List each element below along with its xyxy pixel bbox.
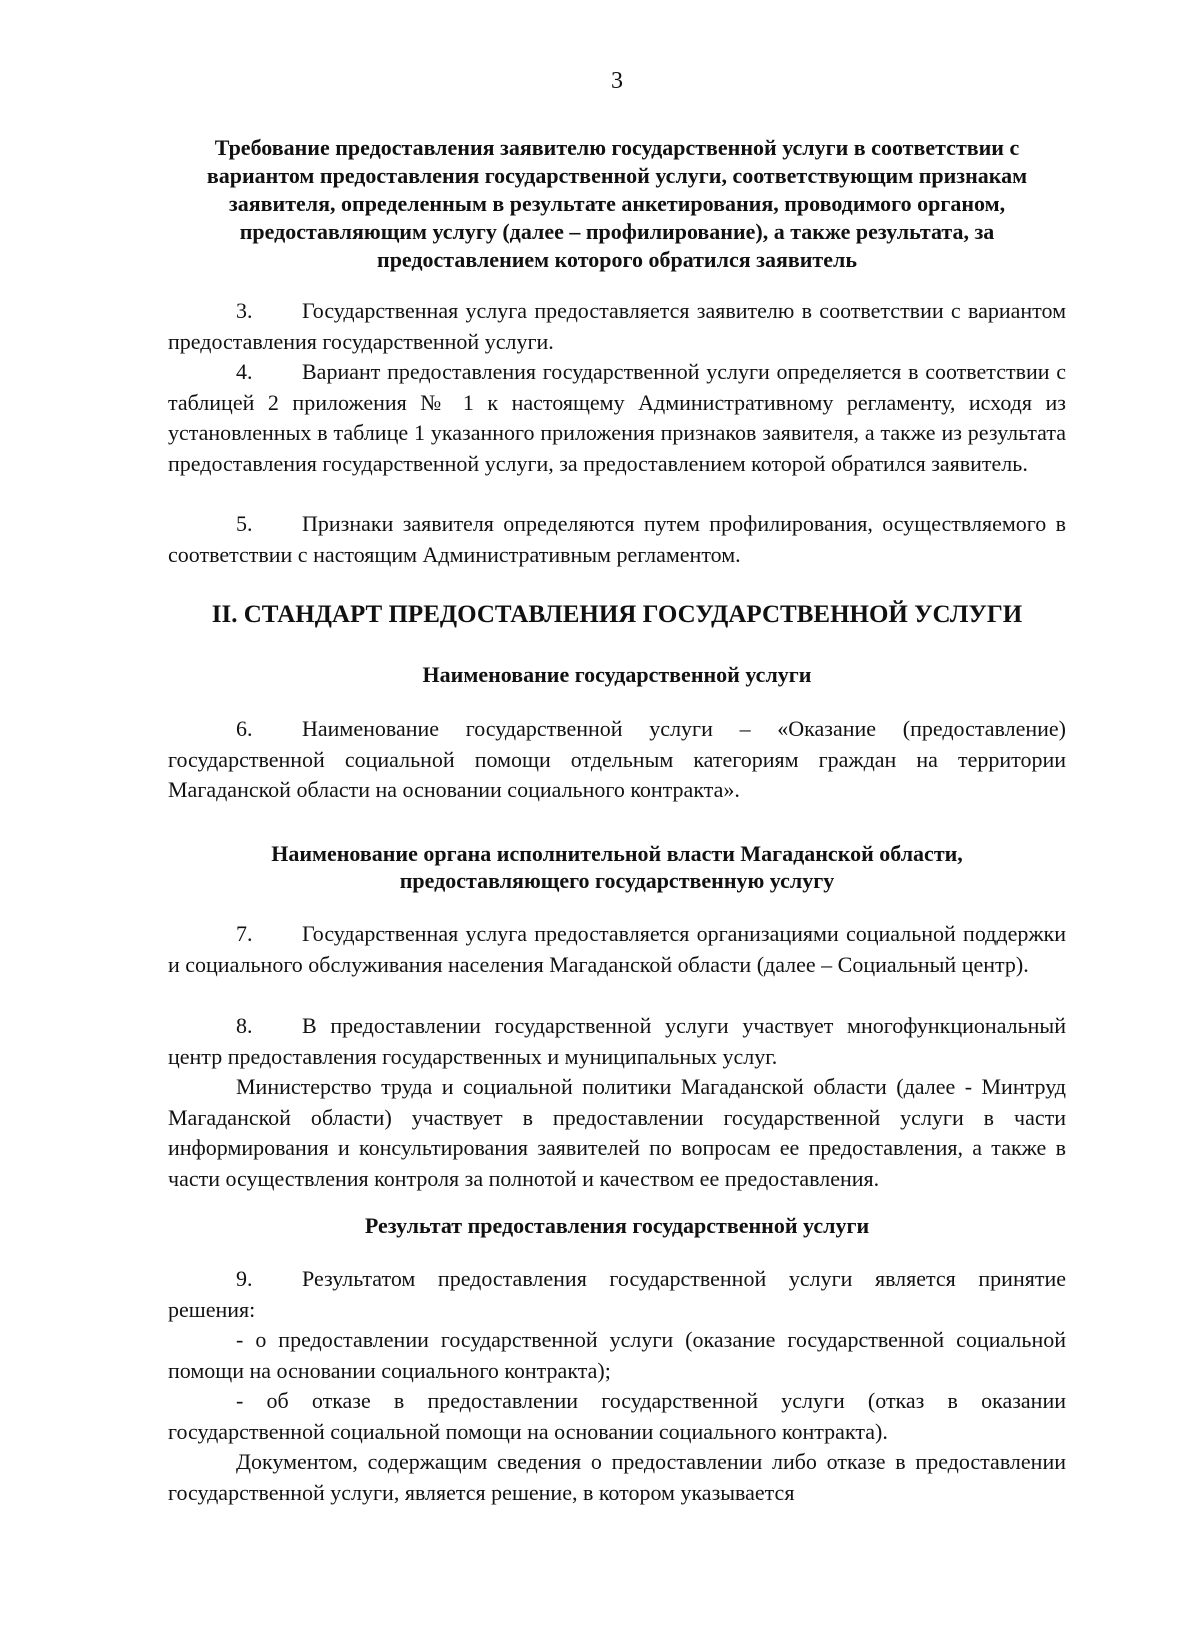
paragraph-text: Наименование государственной услуги – «Оказание (предоставление) государственной социальной помощи отдельным категориям граждан на территории Магаданской области на основании социального контракта». xyxy=(168,716,1066,802)
paragraph-number: 7. xyxy=(236,921,253,946)
paragraph-5 xyxy=(168,509,1066,570)
heading-executive-body-line-1: Наименование органа исполнительной власти Магаданской области, xyxy=(271,841,963,866)
paragraph-text: Результатом предоставления государственной услуги является принятие решения: xyxy=(168,1266,1066,1322)
paragraph-number: 9. xyxy=(236,1266,253,1291)
list-item-refusal: - об отказе в предоставлении государственной услуги (отказ в оказании государственной социальной помощи на основании социального контракта). xyxy=(168,1388,1066,1444)
paragraph-number: 5. xyxy=(236,511,253,536)
page-number: 3 xyxy=(611,68,623,94)
paragraph-number: 3. xyxy=(236,298,253,323)
paragraph-text: Вариант предоставления государственной услуги определяется в соответствии с таблицей 2 приложения № 1 к настоящему Административному регламенту, исходя из установленных в таблице 1 указанного приложения признаков заявителя, а также из результата предоставления государственной услуги, за предоставлением которой обратился заявитель. xyxy=(168,359,1066,476)
paragraph-text: Государственная услуга предоставляется заявителю в соответствии с вариантом предоставления государственной услуги. xyxy=(168,298,1066,354)
paragraph-8-continuation: Министерство труда и социальной политики Магаданской области (далее - Минтруд Магаданской области) участвует в предоставлении государственной услуги в части информирования и консультирования заявителей по вопросам ее предоставления, а также в части осуществления контроля за полнотой и качеством ее предоставления. xyxy=(168,1074,1066,1191)
paragraph-number: 8. xyxy=(236,1013,253,1038)
paragraph-3 xyxy=(168,296,1066,357)
paragraph-9 xyxy=(168,1264,1066,1325)
paragraph-text: В предоставлении государственной услуги участвует многофункциональный центр предоставления государственных и муниципальных услуг. xyxy=(168,1013,1066,1069)
heading-executive-body-line-2: предоставляющего государственную услугу xyxy=(399,868,835,893)
paragraph-8 xyxy=(168,1011,1066,1072)
list-item-grant: - о предоставлении государственной услуги (оказание государственной социальной помощи на основании социального контракта); xyxy=(168,1327,1066,1383)
heading-service-result: Результат предоставления государственной услуги xyxy=(364,1213,870,1238)
paragraph-text: Государственная услуга предоставляется организациями социальной поддержки и социального обслуживания населения Магаданской области (далее – Социальный центр). xyxy=(168,921,1066,977)
paragraph-6 xyxy=(168,714,1066,806)
heading-requirement: Требование предоставления заявителю государственной услуги в соответствии с вариантом предоставления государственной услуги, соответствующим признакам заявителя, определенным в результате анкетирования, проводимого органом, предоставляющим услугу (далее – профилирование), а также результата, за предоставлением которого обратился заявитель xyxy=(206,135,1028,272)
paragraph-text: Признаки заявителя определяются путем профилирования, осуществляемого в соответствии с настоящим Административным регламентом. xyxy=(168,511,1066,567)
heading-service-name: Наименование государственной услуги xyxy=(422,662,812,687)
paragraph-number: 6. xyxy=(236,716,253,741)
paragraph-decision-document: Документом, содержащим сведения о предоставлении либо отказе в предоставлении государственной услуги, является решение, в котором указывается xyxy=(168,1449,1066,1505)
paragraph-number: 4. xyxy=(236,359,253,384)
paragraph-4 xyxy=(168,357,1066,479)
paragraph-7 xyxy=(168,919,1066,980)
section-title: II. СТАНДАРТ ПРЕДОСТАВЛЕНИЯ ГОСУДАРСТВЕННОЙ УСЛУГИ xyxy=(211,601,1023,628)
